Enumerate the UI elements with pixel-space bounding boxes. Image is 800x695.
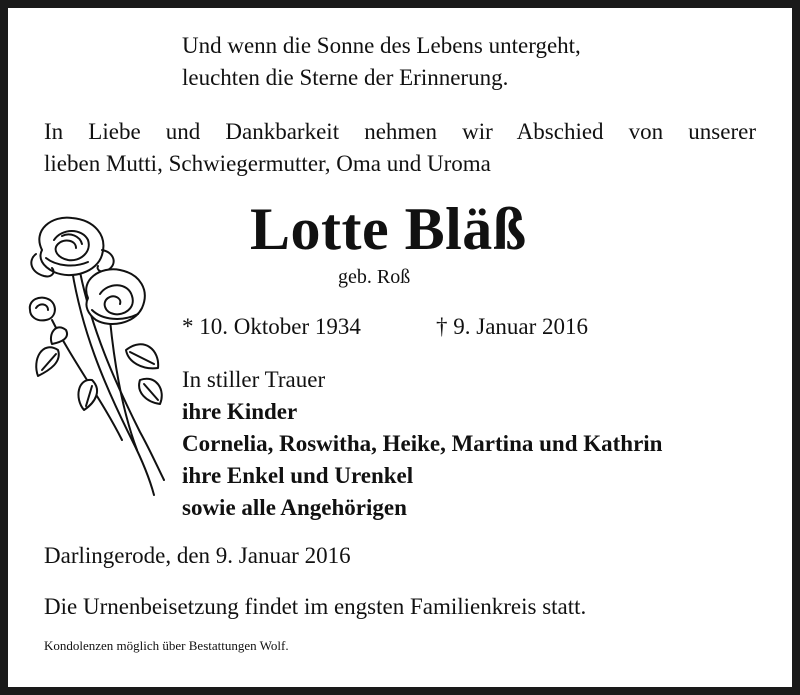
children-label: ihre Kinder (182, 399, 298, 424)
deceased-name: Lotte Bläß (250, 196, 527, 262)
condolences-note: Kondolenzen möglich über Bestattungen Wolf. (44, 638, 289, 653)
death-date: † 9. Januar 2016 (436, 314, 589, 339)
burial-note: Die Urnenbeisetzung findet im engsten Familienkreis statt. (44, 594, 587, 619)
intro-line-2: lieben Mutti, Schwiegermutter, Oma und Uroma (44, 151, 491, 176)
mourning-intro: In stiller Trauer (182, 367, 326, 392)
quote-line-1: Und wenn die Sonne des Lebens untergeht, (182, 33, 581, 58)
place-date: Darlingerode, den 9. Januar 2016 (44, 543, 351, 568)
birth-date: * 10. Oktober 1934 (182, 314, 361, 339)
intro-line-1: In Liebe und Dankbarkeit nehmen wir Abschied von unserer (44, 119, 756, 144)
intro-text (44, 116, 756, 180)
children-names: Cornelia, Roswitha, Heike, Martina und Kathrin (182, 431, 663, 456)
maiden-name: geb. Roß (338, 266, 411, 288)
relatives-line: sowie alle Angehörigen (182, 495, 407, 520)
quote-line-2: leuchten die Sterne der Erinnerung. (182, 65, 509, 90)
roses-illustration-icon (22, 210, 172, 510)
grandchildren-line: ihre Enkel und Urenkel (182, 463, 414, 488)
